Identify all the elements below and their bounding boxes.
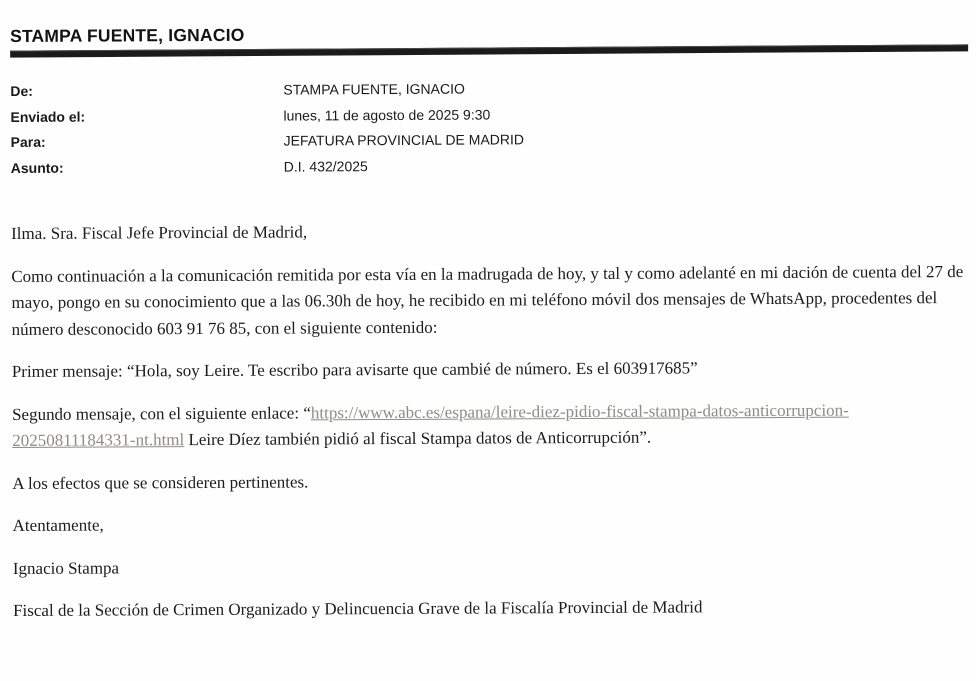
second-message-prefix: Segundo mensaje, con el siguiente enlace: “ (11, 402, 311, 424)
second-message-paragraph (12, 396, 968, 454)
intro-paragraph: Como continuación a la comunicación remitida por esta vía en la madrugada de hoy, y tal y como adelanté en mi dación de cuenta del 27 de mayo, pongo en su conocimiento que a las 06.30h de hoy, he recibido en mi teléfono móvil dos mensajes de WhatsApp, procedentes del número desconocido 603 91 76 85, con el siguiente contenido: (11, 261, 964, 339)
effects-line: A los efectos que se consideren pertinentes. (12, 471, 309, 493)
to-label: Para: (10, 133, 46, 150)
header-divider-rule (10, 44, 968, 57)
sent-label: Enviado el: (10, 108, 86, 125)
from-value: STAMPA FUENTE, IGNACIO (283, 80, 465, 98)
signature-title: Fiscal de la Sección de Crimen Organizado y Delincuencia Grave de la Fiscalía Provincial de Madrid (13, 597, 703, 620)
sent-value: lunes, 11 de agosto de 2025 9:30 (283, 105, 491, 124)
from-label: De: (10, 82, 33, 99)
subject-label: Asunto: (10, 159, 64, 176)
sender-header-title: STAMPA FUENTE, IGNACIO (10, 24, 245, 46)
second-message-suffix: Leire Díez también pidió al fiscal Stampa datos de Anticorrupción”. (184, 427, 652, 450)
signature-name: Ignacio Stampa (12, 557, 120, 578)
closing-salute-line: Atentamente, (12, 515, 104, 535)
to-value: JEFATURA PROVINCIAL DE MADRID (283, 131, 525, 149)
first-message-paragraph: Primer mensaje: “Hola, soy Leire. Te escribo para avisarte que cambié de número. Es el 603917685” (11, 358, 698, 381)
email-body (11, 216, 969, 625)
abc-article-link[interactable]: https://www.abc.es/espana/leire-diez-pidio-fiscal-stampa-datos-anticorrupcion-20250811184331-nt.html (12, 400, 849, 450)
header-field-subject (11, 150, 967, 181)
email-header-block (10, 74, 967, 181)
document-content (10, 21, 969, 640)
subject-value: D.I. 432/2025 (283, 157, 368, 175)
salutation-line: Ilma. Sra. Fiscal Jefe Provincial de Madrid, (11, 222, 308, 243)
